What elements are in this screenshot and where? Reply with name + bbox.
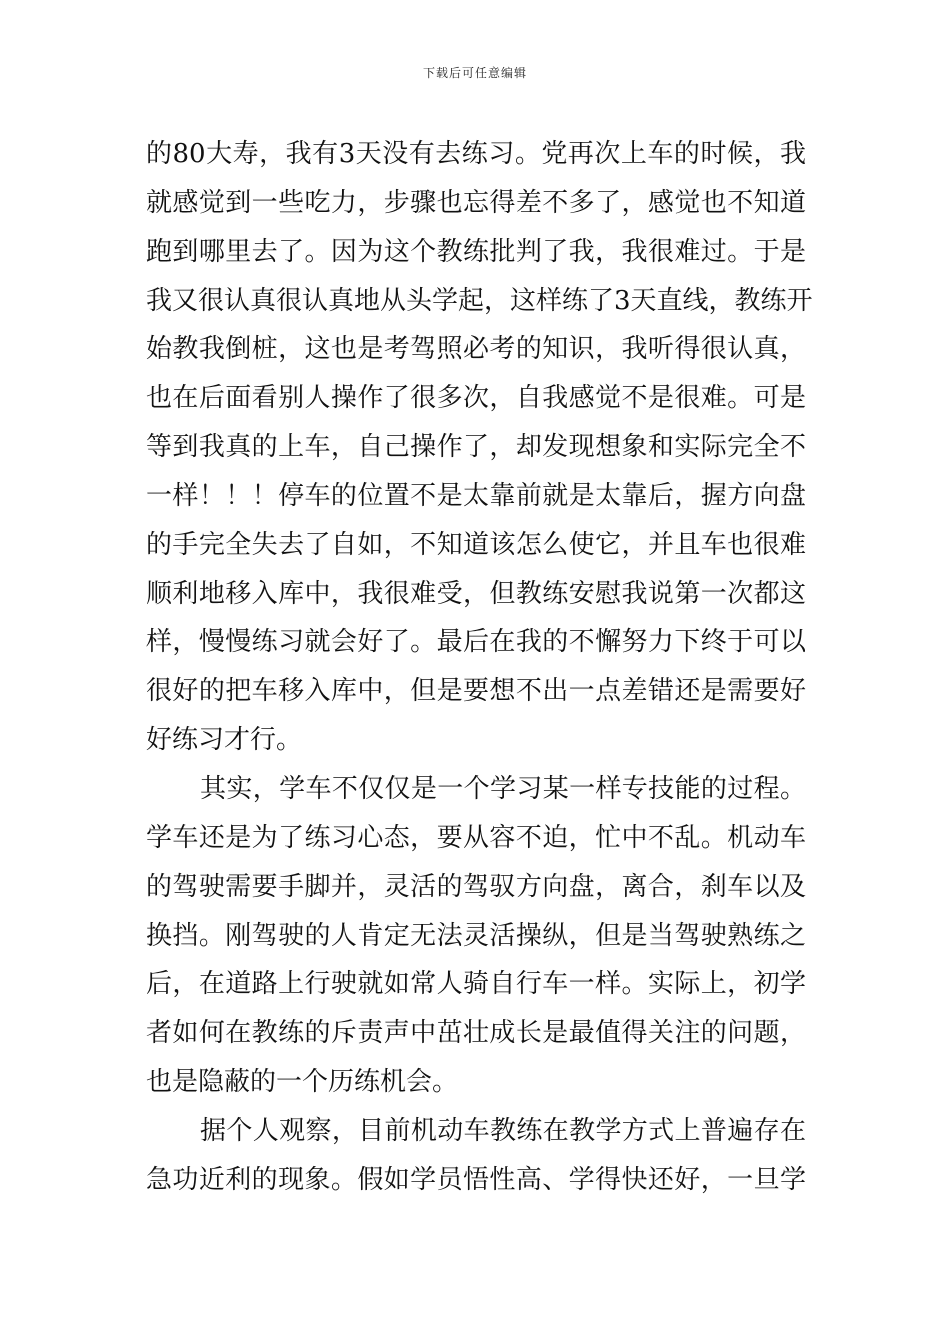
text-line: 跑到哪里去了。因为这个教练批判了我，我很难过。于是 (146, 236, 806, 267)
text-line: 后，在道路上行驶就如常人骑自行车一样。实际上，初学 (146, 969, 806, 1000)
text-line: 也在后面看别人操作了很多次，自我感觉不是很难。可是 (146, 383, 806, 414)
document-body (146, 130, 813, 1205)
text-line: 样，慢慢练习就会好了。最后在我的不懈努力下终于可以 (146, 627, 806, 658)
text-line: 就感觉到一些吃力，步骤也忘得差不多了，感觉也不知道 (146, 187, 806, 218)
text-line: 其实，学车不仅仅是一个学习某一样专技能的过程。 (200, 773, 806, 804)
text-line: 者如何在教练的斥责声中茁壮成长是最值得关注的问题， (146, 1018, 806, 1049)
text-line: 我又很认真很认真地从头学起，这样练了3天直线，教练开 (146, 285, 813, 316)
text-line: 学车还是为了练习心态，要从容不迫，忙中不乱。机动车 (146, 822, 806, 853)
text-line: 据个人观察，目前机动车教练在教学方式上普遍存在 (200, 1115, 806, 1146)
text-line: 换挡。刚驾驶的人肯定无法灵活操纵，但是当驾驶熟练之 (146, 920, 806, 951)
text-line: 始教我倒桩，这也是考驾照必考的知识，我听得很认真， (146, 334, 806, 365)
text-line: 的驾驶需要手脚并，灵活的驾驭方向盘，离合，刹车以及 (146, 871, 806, 902)
page-header: 下载后可任意编辑 (422, 66, 527, 80)
text-line: 顺利地移入库中，我很难受，但教练安慰我说第一次都这 (146, 578, 806, 609)
text-line: 很好的把车移入库中，但是要想不出一点差错还是需要好 (146, 676, 806, 707)
text-line: 急功近利的现象。假如学员悟性高、学得快还好，一旦学 (146, 1164, 806, 1195)
text-line: 也是隐蔽的一个历练机会。 (146, 1067, 459, 1098)
text-line: 好练习才行。 (146, 725, 303, 756)
text-line: 的80大寿，我有3天没有去练习。党再次上车的时候，我 (146, 139, 806, 169)
text-line: 一样！！！停车的位置不是太靠前就是太靠后，握方向盘 (146, 480, 806, 511)
text-line: 的手完全失去了自如，不知道该怎么使它，并且车也很难 (146, 529, 806, 560)
text-line: 等到我真的上车，自己操作了，却发现想象和实际完全不 (146, 432, 806, 463)
